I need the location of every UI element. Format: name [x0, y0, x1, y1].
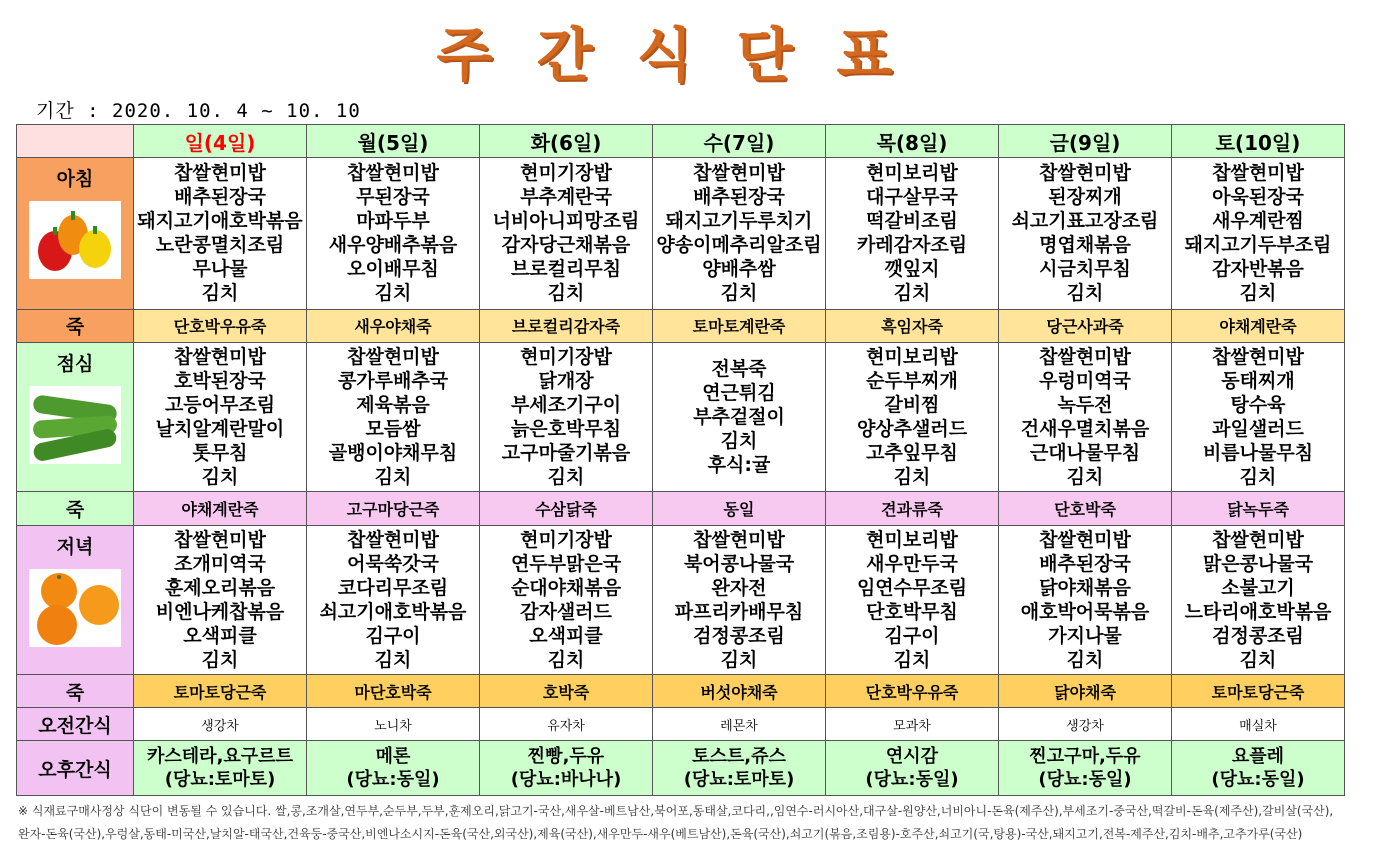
jook-label: 죽 — [17, 674, 134, 707]
jook-cell: 새우야채죽 — [307, 309, 480, 342]
day-header: 목(8일) — [826, 125, 999, 158]
dinner-cell: 현미기장밥 연두부맑은국 순대야채볶음 감자샐러드 오색피클 김치 — [480, 525, 653, 674]
cucumbers-photo — [29, 386, 121, 464]
lunch-cell: 찹쌀현미밥 콩가루배추국 제육볶음 모듬쌈 골뱅이야채무침 김치 — [307, 342, 480, 491]
breakfast-cell: 찹쌀현미밥 아욱된장국 새우계란찜 돼지고기두부조림 감자반볶음 김치 — [1172, 158, 1345, 309]
jook1-row — [17, 309, 1345, 342]
jook-cell: 당근사과죽 — [999, 309, 1172, 342]
footnote-line: ※ 식재료구매사정상 식단이 변동될 수 있습니다. 쌀,콩,조개살,연두부,순두부,두부,훈제오리,닭고기-국산,새우살-베트남산,북어포,동태살,코다리,,임연수-러시아산,대구살-원양산,너비아니-돈육(제주산),부세조기-중국산,떡갈비-돈육(제주산),갈비살(국산), — [18, 804, 1334, 818]
tangerines-photo — [29, 569, 121, 647]
jook-label: 죽 — [17, 309, 134, 342]
pm-snack-cell: 카스테라,요구르트 (당뇨:토마토) — [134, 741, 307, 796]
bell-peppers-photo — [29, 201, 121, 279]
day-header: 일(4일) — [134, 125, 307, 158]
pm-snack-cell: 요플레 (당뇨:동일) — [1172, 741, 1345, 796]
breakfast-cell: 찹쌀현미밥 배추된장국 돼지고기애호박볶음 노란콩멸치조림 무나물 김치 — [134, 158, 307, 309]
jook-cell: 토마토당근죽 — [1172, 674, 1345, 707]
lunch-cell: 찹쌀현미밥 동태찌개 탕수육 과일샐러드 비름나물무침 김치 — [1172, 342, 1345, 491]
am-snack-row — [17, 708, 1345, 741]
jook-label: 죽 — [17, 492, 134, 525]
dinner-label: 저녁 — [56, 535, 94, 558]
menu-period: 기간 : 2020. 10. 4 ~ 10. 10 — [36, 100, 361, 122]
day-header: 토(10일) — [1172, 125, 1345, 158]
jook-cell: 견과류죽 — [826, 492, 999, 525]
day-header: 수(7일) — [653, 125, 826, 158]
footnote-line: 완자-돈육(국산),우렁살,동태-미국산,날치알-태국산,건육둥-중국산,비엔나소시지-돈육(국산,외국산),제육(국산),새우만두-새우(베트남산),돈육(국산),쇠고기(볶음,조림용)-호주산,쇠고기(국,탕용)-국산,돼지고기,전복-제주산,김치-배추,고추가루(국산) — [18, 827, 1303, 841]
breakfast-cell: 찹쌀현미밥 된장찌개 쇠고기표고장조림 명엽채볶음 시금치무침 김치 — [999, 158, 1172, 309]
jook2-row — [17, 492, 1345, 525]
lunch-cell: 찹쌀현미밥 호박된장국 고등어무조림 날치알계란말이 톳무침 김치 — [134, 342, 307, 491]
pm-snack-cell: 연시감 (당뇨:동일) — [826, 741, 999, 796]
am-snack-cell: 생강차 — [999, 708, 1172, 741]
jook-cell: 동일 — [653, 492, 826, 525]
am-snack-cell: 레몬차 — [653, 708, 826, 741]
am-snack-cell: 유자차 — [480, 708, 653, 741]
dinner-cell: 현미보리밥 새우만두국 임연수무조림 단호박무침 김구이 김치 — [826, 525, 999, 674]
jook-cell: 토마토계란죽 — [653, 309, 826, 342]
weekly-menu-table — [16, 124, 1345, 796]
page-title: 주간식단표 — [436, 21, 937, 89]
jook-cell: 단호박우유죽 — [134, 309, 307, 342]
lunch-label-cell — [17, 342, 134, 491]
jook3-row — [17, 674, 1345, 707]
dinner-cell: 찹쌀현미밥 배추된장국 닭야채볶음 애호박어묵볶음 가지나물 김치 — [999, 525, 1172, 674]
breakfast-row — [17, 158, 1345, 309]
am-snack-cell: 생강차 — [134, 708, 307, 741]
corner-cell — [17, 125, 134, 158]
breakfast-label-cell — [17, 158, 134, 309]
day-header: 월(5일) — [307, 125, 480, 158]
am-snack-cell: 모과차 — [826, 708, 999, 741]
dinner-cell: 찹쌀현미밥 조개미역국 훈제오리볶음 비엔나케찹볶음 오색피클 김치 — [134, 525, 307, 674]
jook-cell: 버섯야채죽 — [653, 674, 826, 707]
day-header: 화(6일) — [480, 125, 653, 158]
pm-snack-cell: 메론 (당뇨:동일) — [307, 741, 480, 796]
am-snack-cell: 노니차 — [307, 708, 480, 741]
breakfast-cell: 찹쌀현미밥 무된장국 마파두부 새우양배추볶음 오이배무침 김치 — [307, 158, 480, 309]
jook-cell: 토마토당근죽 — [134, 674, 307, 707]
dinner-label-cell — [17, 525, 134, 674]
dinner-cell: 찹쌀현미밥 북어콩나물국 완자전 파프리카배무침 검정콩조림 김치 — [653, 525, 826, 674]
jook-cell: 브로컬리감자죽 — [480, 309, 653, 342]
origin-footnote — [18, 800, 1358, 846]
jook-cell: 닭야채죽 — [999, 674, 1172, 707]
jook-cell: 단호박죽 — [999, 492, 1172, 525]
jook-cell: 야채계란죽 — [1172, 309, 1345, 342]
breakfast-cell: 현미보리밥 대구살무국 떡갈비조림 카레감자조림 깻잎지 김치 — [826, 158, 999, 309]
jook-cell: 호박죽 — [480, 674, 653, 707]
pm-snack-row — [17, 741, 1345, 796]
day-header-row — [17, 125, 1345, 158]
jook-cell: 단호박우유죽 — [826, 674, 999, 707]
jook-cell: 마단호박죽 — [307, 674, 480, 707]
pm-snack-label: 오후간식 — [17, 741, 134, 796]
jook-cell: 닭녹두죽 — [1172, 492, 1345, 525]
breakfast-cell: 현미기장밥 부추계란국 너비아니피망조림 감자당근채볶음 브로컬리무침 김치 — [480, 158, 653, 309]
lunch-cell: 현미기장밥 닭개장 부세조기구이 늙은호박무침 고구마줄기볶음 김치 — [480, 342, 653, 491]
jook-cell: 수삼닭죽 — [480, 492, 653, 525]
jook-cell: 야채계란죽 — [134, 492, 307, 525]
dinner-cell: 찹쌀현미밥 맑은콩나물국 소불고기 느타리애호박볶음 검정콩조림 김치 — [1172, 525, 1345, 674]
lunch-cell: 찹쌀현미밥 우렁미역국 녹두전 건새우멸치볶음 근대나물무침 김치 — [999, 342, 1172, 491]
dinner-cell: 찹쌀현미밥 어묵쑥갓국 코다리무조림 쇠고기애호박볶음 김구이 김치 — [307, 525, 480, 674]
day-header: 금(9일) — [999, 125, 1172, 158]
lunch-cell: 전복죽 연근튀김 부추겉절이 김치 후식:귤 — [653, 342, 826, 491]
pm-snack-cell: 토스트,쥬스 (당뇨:토마토) — [653, 741, 826, 796]
am-snack-label: 오전간식 — [17, 708, 134, 741]
breakfast-cell: 찹쌀현미밥 배추된장국 돼지고기두루치기 양송이메추리알조림 양배추쌈 김치 — [653, 158, 826, 309]
jook-cell: 고구마당근죽 — [307, 492, 480, 525]
am-snack-cell: 매실차 — [1172, 708, 1345, 741]
breakfast-label: 아침 — [56, 168, 94, 191]
jook-cell: 흑임자죽 — [826, 309, 999, 342]
pm-snack-cell: 찐빵,두유 (당뇨:바나나) — [480, 741, 653, 796]
pm-snack-cell: 찐고구마,두유 (당뇨:동일) — [999, 741, 1172, 796]
lunch-cell: 현미보리밥 순두부찌개 갈비찜 양상추샐러드 고추잎무침 김치 — [826, 342, 999, 491]
lunch-row — [17, 342, 1345, 491]
dinner-row — [17, 525, 1345, 674]
lunch-label: 점심 — [56, 352, 94, 375]
